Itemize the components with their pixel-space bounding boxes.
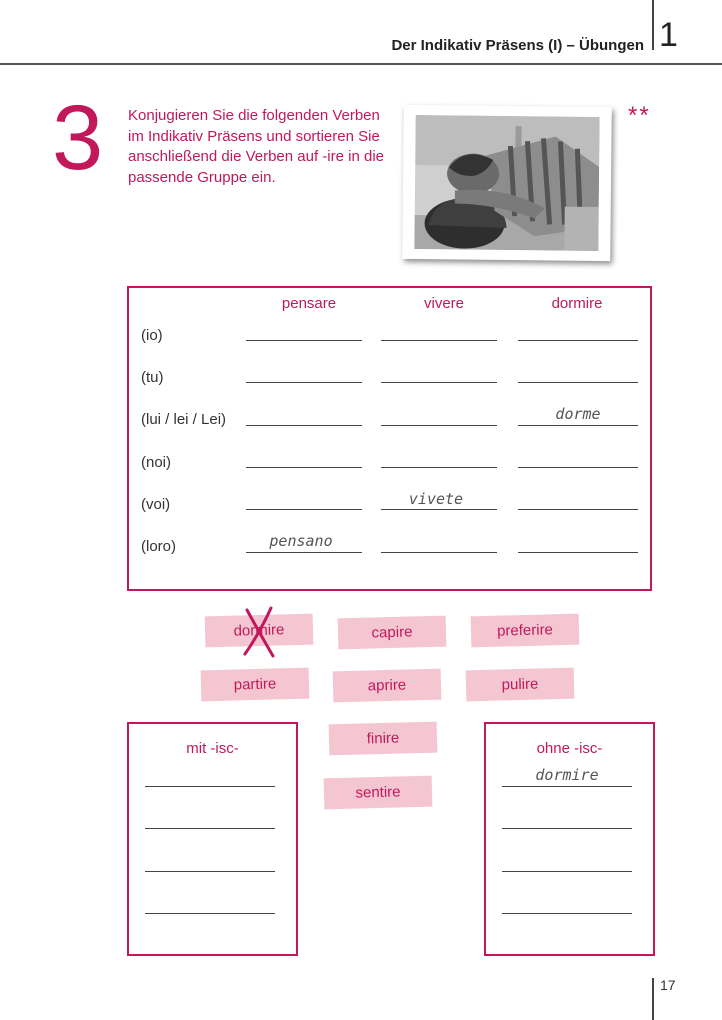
answer-line-lui-pensare[interactable]	[246, 425, 362, 426]
group-box-ohne-isc	[484, 722, 655, 956]
difficulty-stars: **	[628, 102, 651, 129]
group-line-ohne-1[interactable]	[502, 786, 632, 787]
verb-header-vivere: vivere	[423, 295, 464, 312]
answer-loro-pensare: pensano	[269, 532, 333, 550]
word-card-aprire[interactable]: aprire	[333, 669, 442, 703]
answer-line-loro-dormire[interactable]	[518, 552, 638, 553]
answer-line-tu-pensare[interactable]	[246, 382, 362, 383]
answer-line-io-vivere[interactable]	[381, 340, 497, 341]
group-line-mit-1[interactable]	[145, 786, 275, 787]
group-line-mit-4[interactable]	[145, 913, 275, 914]
conjugation-table	[127, 286, 652, 591]
verb-header-dormire: dormire	[551, 295, 603, 312]
answer-line-noi-vivere[interactable]	[381, 467, 497, 468]
cross-mark-icon	[241, 606, 277, 660]
group-answer-dormire: dormire	[535, 766, 599, 784]
footer-divider	[652, 978, 654, 1020]
group-line-ohne-2[interactable]	[502, 828, 632, 829]
group-title-mit-isc: mit -isc-	[186, 740, 239, 757]
group-box-mit-isc	[127, 722, 298, 956]
answer-line-tu-dormire[interactable]	[518, 382, 638, 383]
header-rule	[0, 63, 722, 65]
page-number: 17	[660, 977, 676, 993]
word-card-capire[interactable]: capire	[338, 616, 447, 650]
exercise-photo	[402, 105, 612, 261]
chapter-number: 1	[659, 16, 678, 54]
pronoun-noi: (noi)	[141, 454, 172, 471]
group-line-mit-2[interactable]	[145, 828, 275, 829]
answer-line-voi-dormire[interactable]	[518, 509, 638, 510]
group-line-mit-3[interactable]	[145, 871, 275, 872]
answer-line-io-dormire[interactable]	[518, 340, 638, 341]
answer-line-io-pensare[interactable]	[246, 340, 362, 341]
answer-line-lui-vivere[interactable]	[381, 425, 497, 426]
word-card-preferire[interactable]: preferire	[471, 614, 580, 648]
answer-line-noi-dormire[interactable]	[518, 467, 638, 468]
pronoun-tu: (tu)	[141, 369, 164, 386]
word-card-pulire[interactable]: pulire	[466, 668, 575, 702]
answer-lui-dormire: dorme	[555, 405, 601, 423]
sleeping-person-illustration	[414, 115, 599, 251]
pronoun-voi: (voi)	[141, 496, 171, 513]
word-card-dormire[interactable]: dormire	[205, 614, 314, 648]
verb-header-pensare: pensare	[281, 295, 337, 312]
answer-line-loro-vivere[interactable]	[381, 552, 497, 553]
answer-voi-vivere: vivete	[408, 490, 464, 508]
answer-line-voi-pensare[interactable]	[246, 509, 362, 510]
group-title-ohne-isc: ohne -isc-	[536, 740, 603, 757]
pronoun-io: (io)	[141, 327, 163, 344]
answer-line-voi-vivere[interactable]	[381, 509, 497, 510]
exercise-number: 3	[52, 87, 104, 189]
answer-line-loro-pensare[interactable]	[246, 552, 362, 553]
pronoun-lui-lei: (lui / lei / Lei)	[141, 411, 227, 428]
word-card-finire[interactable]: finire	[329, 722, 438, 756]
pronoun-loro: (loro)	[141, 538, 177, 555]
answer-line-noi-pensare[interactable]	[246, 467, 362, 468]
answer-line-tu-vivere[interactable]	[381, 382, 497, 383]
header-divider	[652, 0, 654, 50]
word-card-partire[interactable]: partire	[201, 668, 310, 702]
exercise-instructions: Konjugieren Sie die folgenden Verben im Indikativ Präsens und sortieren Sie anschließend die Verben auf -ire in die passende Gruppe ein.	[128, 107, 384, 186]
group-line-ohne-3[interactable]	[502, 871, 632, 872]
group-line-ohne-4[interactable]	[502, 913, 632, 914]
answer-line-lui-dormire[interactable]	[518, 425, 638, 426]
header-title: Der Indikativ Präsens (I) – Übungen	[391, 37, 644, 54]
word-card-sentire[interactable]: sentire	[324, 776, 433, 810]
